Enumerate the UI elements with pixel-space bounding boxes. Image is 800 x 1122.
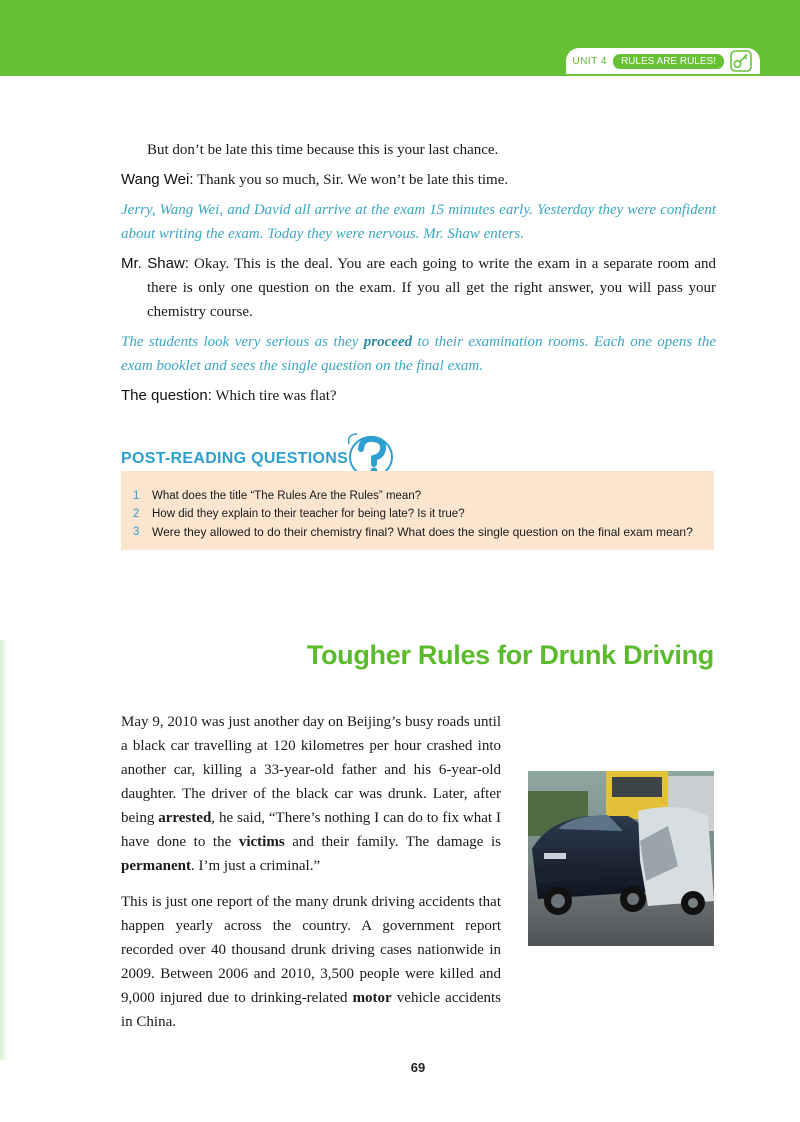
question-text: What does the title “The Rules Are the Rules” mean?: [152, 490, 422, 502]
page-edge-decoration: [0, 640, 8, 1060]
play-script: [121, 138, 716, 408]
unit-tab: [566, 48, 760, 74]
article-title: Tougher Rules for Drunk Driving: [306, 640, 714, 670]
speaker-name: The question:: [121, 387, 212, 404]
stage-text: to their examination rooms. Each one opens the exam booklet and sees the single question on the final exam.: [121, 334, 716, 374]
list-item: [133, 487, 713, 505]
stage-direction: Jerry, Wang Wei, and David all arrive at the exam 15 minutes early. Yesterday they were confident about writing the exam. Today they were nervous. Mr. Shaw enters.: [121, 202, 716, 242]
vocab-word: victims: [238, 834, 285, 850]
vocab-word: permanent: [121, 858, 191, 874]
paragraph-text: and their family. The damage is: [284, 834, 501, 850]
speech-question: [121, 384, 716, 408]
speech-continuation: But don’t be late this time because this is your last chance.: [147, 142, 499, 158]
vocab-word: arrested: [158, 810, 212, 826]
question-text: Were they allowed to do their chemistry final? What does the single question on the final exam mean?: [152, 525, 693, 539]
article-body: [121, 710, 501, 1046]
paragraph-text: , he said, “There’s nothing I can do to fix what I have done to the: [121, 810, 501, 850]
key-icon: [730, 50, 752, 72]
paragraph-text: vehicle accidents in China.: [121, 990, 501, 1030]
question-text: How did they explain to their teacher for being late? Is it true?: [152, 508, 465, 520]
article-paragraph: [121, 890, 501, 1034]
speech-text: Which tire was flat?: [211, 388, 337, 404]
stage-text: The students look very serious as they: [121, 334, 364, 350]
page-number: 69: [410, 1060, 426, 1075]
speech-mr-shaw: [121, 252, 716, 324]
paragraph-text: May 9, 2010 was just another day on Beijing’s busy roads until a black car travelling at 120 kilometres per hour crashed into another car, killing a 33-year-old father and his 6-year-old daughter. The driver of the black car was drunk. Later, after being: [121, 714, 501, 826]
question-number: 1: [133, 490, 140, 502]
speaker-name: Mr. Shaw:: [121, 255, 189, 272]
stage-direction: [121, 330, 716, 378]
article-paragraph: [121, 710, 501, 878]
vocab-word: motor: [352, 990, 392, 1006]
post-reading-list: [133, 487, 713, 541]
post-reading-heading: POST-READING QUESTIONS: [121, 450, 349, 467]
unit-title: RULES ARE RULES!: [613, 54, 724, 69]
paragraph-text: . I’m just a criminal.”: [191, 858, 321, 874]
speech-text: Okay. This is the deal. You are each going to write the exam in a separate room and there is only one question on the exam. If you all get the right answer, you will pass your chemistry course.: [147, 256, 716, 320]
list-item: [133, 505, 713, 523]
car-crash-photo: [528, 771, 714, 946]
list-item: [133, 523, 713, 541]
speaker-name: Wang Wei:: [121, 171, 194, 188]
question-number: 3: [133, 526, 140, 538]
question-number: 2: [133, 508, 140, 520]
speech-text: Thank you so much, Sir. We won’t be late this time.: [193, 172, 509, 188]
paragraph-text: This is just one report of the many drunk driving accidents that happen yearly across the country. A government report recorded over 40 thousand drunk driving cases nationwide in 2009. Between 2006 and 2010, 3,500 people were killed and 9,000 injured due to drinking-related: [121, 894, 501, 1006]
vocab-word: proceed: [363, 334, 413, 350]
speech-wang-wei: [121, 168, 716, 192]
unit-label: UNIT 4: [572, 55, 607, 67]
